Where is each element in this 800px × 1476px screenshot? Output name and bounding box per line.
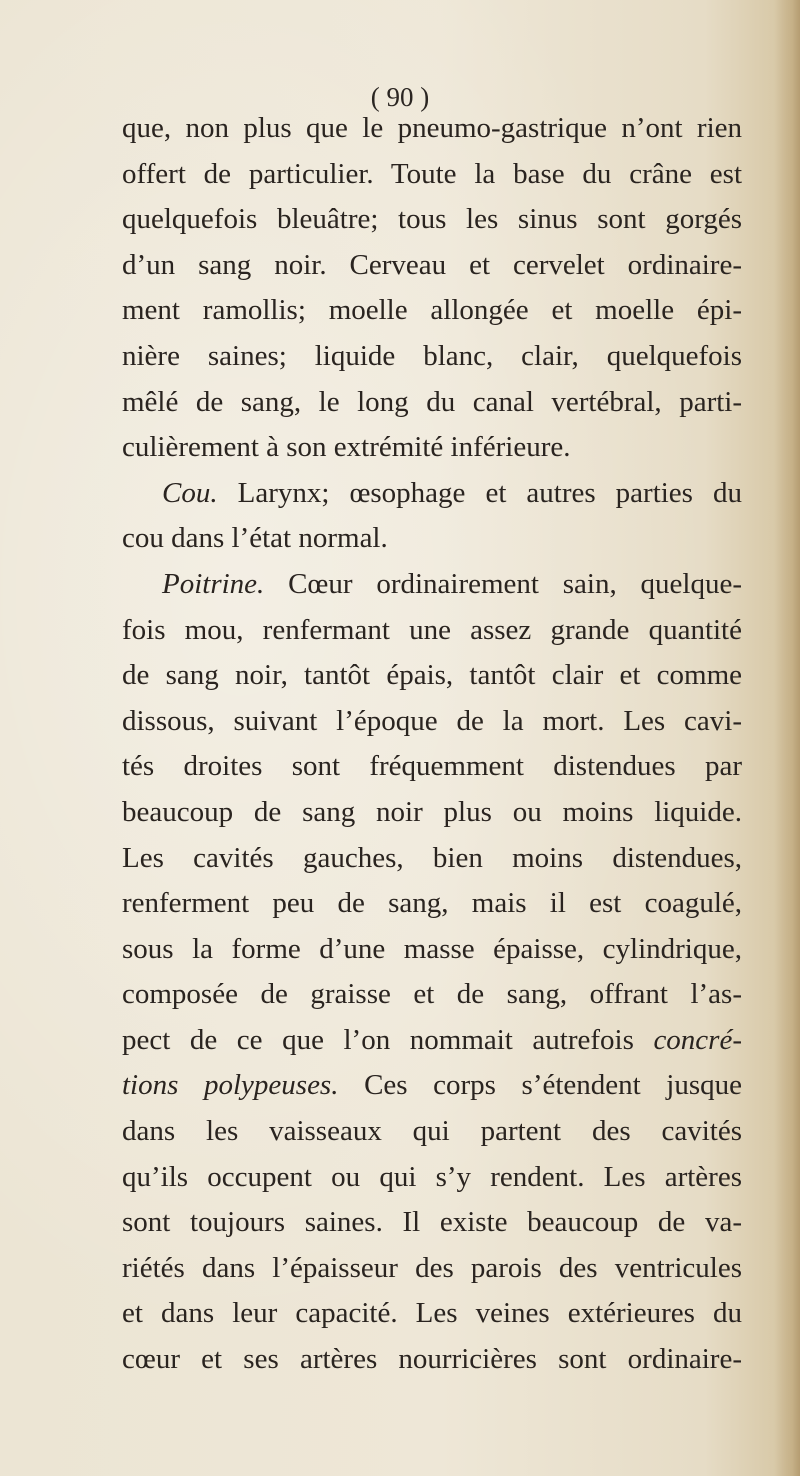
section-label-cou: Cou. — [162, 476, 218, 509]
text-line: dissous, suivant l’époque de la mort. Les cavi- — [122, 704, 742, 737]
paragraph-poitrine-start — [122, 562, 742, 608]
text-fragment: pect de ce que l’on nommait autrefois — [122, 1023, 654, 1056]
text-line: cou dans l’état normal. — [122, 522, 388, 555]
text-line: ment ramollis; moelle allongée et moelle épi- — [122, 294, 742, 327]
page-number: ( 90 ) — [370, 82, 430, 112]
section-label-poitrine: Poitrine. — [162, 567, 265, 600]
text-line: mêlé de sang, le long du canal vertébral, parti- — [122, 385, 742, 418]
text-line: sont toujours saines. Il existe beaucoup de va- — [122, 1206, 742, 1239]
text-line: riétés dans l’épaisseur des parois des ventricules — [122, 1251, 742, 1284]
text-line: et dans leur capacité. Les veines extérieures du — [122, 1297, 742, 1330]
text-line: d’un sang noir. Cerveau et cervelet ordinaire- — [122, 248, 742, 281]
text-line: dans les vaisseaux qui partent des cavités — [122, 1115, 742, 1148]
text-line: beaucoup de sang noir plus ou moins liquide. — [122, 795, 742, 828]
page-edge-shadow — [774, 0, 800, 1476]
text-line: qu’ils occupent ou qui s’y rendent. Les artères — [122, 1160, 742, 1193]
text-fragment: Larynx; œsophage et autres parties du — [217, 476, 742, 509]
text-line: tés droites sont fréquemment distendues par — [122, 750, 742, 783]
text-fragment: Cœur ordinairement sain, quelque- — [264, 567, 742, 600]
text-line: de sang noir, tantôt épais, tantôt clair et comme — [122, 659, 742, 692]
text-line: sous la forme d’une masse épaisse, cylindrique, — [122, 932, 742, 965]
text-line: fois mou, renfermant une assez grande quantité — [122, 613, 742, 646]
text-line: cœur et ses artères nourricières sont ordinaire- — [122, 1343, 742, 1376]
text-line: quelquefois bleuâtre; tous les sinus sont gorgés — [122, 203, 742, 236]
paragraph-cou-start — [122, 471, 742, 517]
text-fragment: Ces corps s’étendent jusque — [338, 1069, 742, 1102]
text-line: offert de particulier. Toute la base du crâne est — [122, 157, 742, 190]
text-line — [122, 1063, 742, 1109]
body-text — [122, 106, 742, 1383]
text-line: nière saines; liquide blanc, clair, quelquefois — [122, 339, 742, 372]
text-line: que, non plus que le pneumo-gastrique n’ont rien — [122, 112, 742, 144]
text-line: composée de graisse et de sang, offrant l’as- — [122, 978, 742, 1011]
text-line: Les cavités gauches, bien moins distendues, — [122, 841, 742, 874]
italic-term: concré- — [653, 1023, 742, 1056]
text-line: renferment peu de sang, mais il est coagulé, — [122, 887, 742, 920]
text-line: culièrement à son extrémité inférieure. — [122, 431, 571, 464]
italic-term: tions polypeuses. — [122, 1069, 339, 1102]
text-line — [122, 1018, 742, 1064]
